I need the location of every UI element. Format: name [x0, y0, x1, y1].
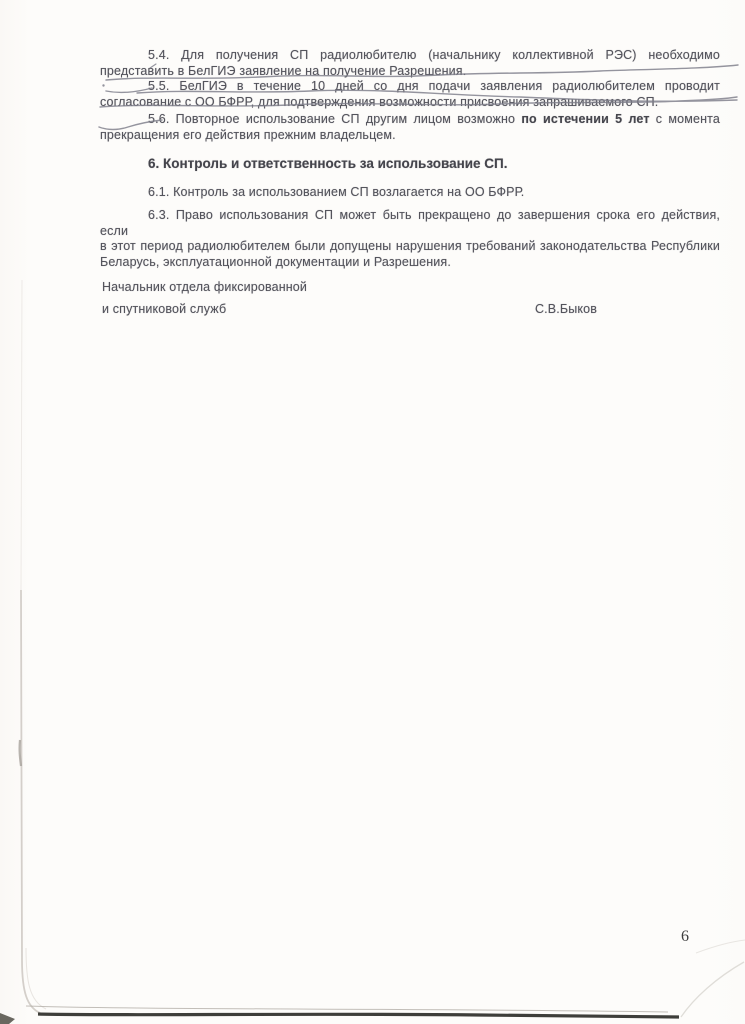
paragraph-5-5	[100, 79, 720, 110]
paragraph-5-4-line-2: представить в БелГИЭ заявление на получение Разрешения.	[100, 63, 467, 78]
left-crease-dark-blob	[20, 740, 21, 766]
paragraph-5-6-line-1	[100, 112, 720, 128]
paragraph-5-4-line-1: 5.4. Для получения СП радиолюбителю (начальнику коллективной РЭС) необходимо	[148, 48, 720, 62]
signature-title-line-1: Начальник отдела фиксированной	[102, 280, 308, 294]
paragraph-5-6-text-before-bold: 5.6. Повторное использование СП другим лицом возможно	[148, 112, 522, 126]
paragraph-5-6-bold-term: по истечении 5 лет	[521, 112, 650, 126]
left-edge-inner-line	[26, 948, 46, 1009]
signature-name: С.В.Быков	[535, 302, 598, 316]
paragraph-5-5-line-2: согласование с ОО БФРР, для подтверждения возможности присвоения запрашиваемого СП.	[100, 94, 659, 109]
section-6-heading-text: 6. Контроль и ответственность за использование СП.	[148, 156, 508, 171]
bottom-right-crease-arc	[681, 962, 744, 1017]
bottom-edge-dark-line	[38, 1014, 679, 1017]
bottom-right-small-crease	[696, 940, 745, 953]
signature-title-line-2: и спутниковой служб	[102, 302, 227, 316]
page-number: 6	[681, 928, 689, 945]
paragraph-6-3-line-2: в этот период радиолюбителем были допущены нарушения требований законодательства Республики	[100, 239, 720, 253]
paragraph-6-1	[100, 185, 720, 201]
left-vertical-crease	[21, 280, 22, 590]
paragraph-5-6-line-2: прекращения его действия прежним владельцем.	[100, 127, 396, 142]
bottom-left-dark-wedge	[0, 1013, 15, 1024]
bottom-edge-faint-line	[26, 1006, 668, 1012]
scan-artifacts-group	[0, 280, 745, 1024]
paragraph-6-3-line-3: Беларусь, эксплуатационной документации и Разрешения.	[100, 254, 451, 269]
paragraph-5-6-text-after-bold: с момента	[649, 112, 721, 126]
paragraph-6-3-line-1: 6.3. Право использования СП может быть прекращено до завершения срока его действия, если	[100, 208, 720, 238]
paragraph-5-4	[100, 48, 720, 79]
paragraph-6-3	[100, 208, 720, 270]
left-edge-line	[21, 590, 40, 1013]
paragraph-5-6	[100, 112, 720, 143]
paragraph-6-1-line-1: 6.1. Контроль за использованием СП возлагается на ОО БФРР.	[148, 185, 525, 199]
paragraph-5-5-line-1: 5.5. БелГИЭ в течение 10 дней со дня подачи заявления радиолюбителем проводит	[148, 79, 720, 93]
section-6-heading	[100, 155, 720, 173]
